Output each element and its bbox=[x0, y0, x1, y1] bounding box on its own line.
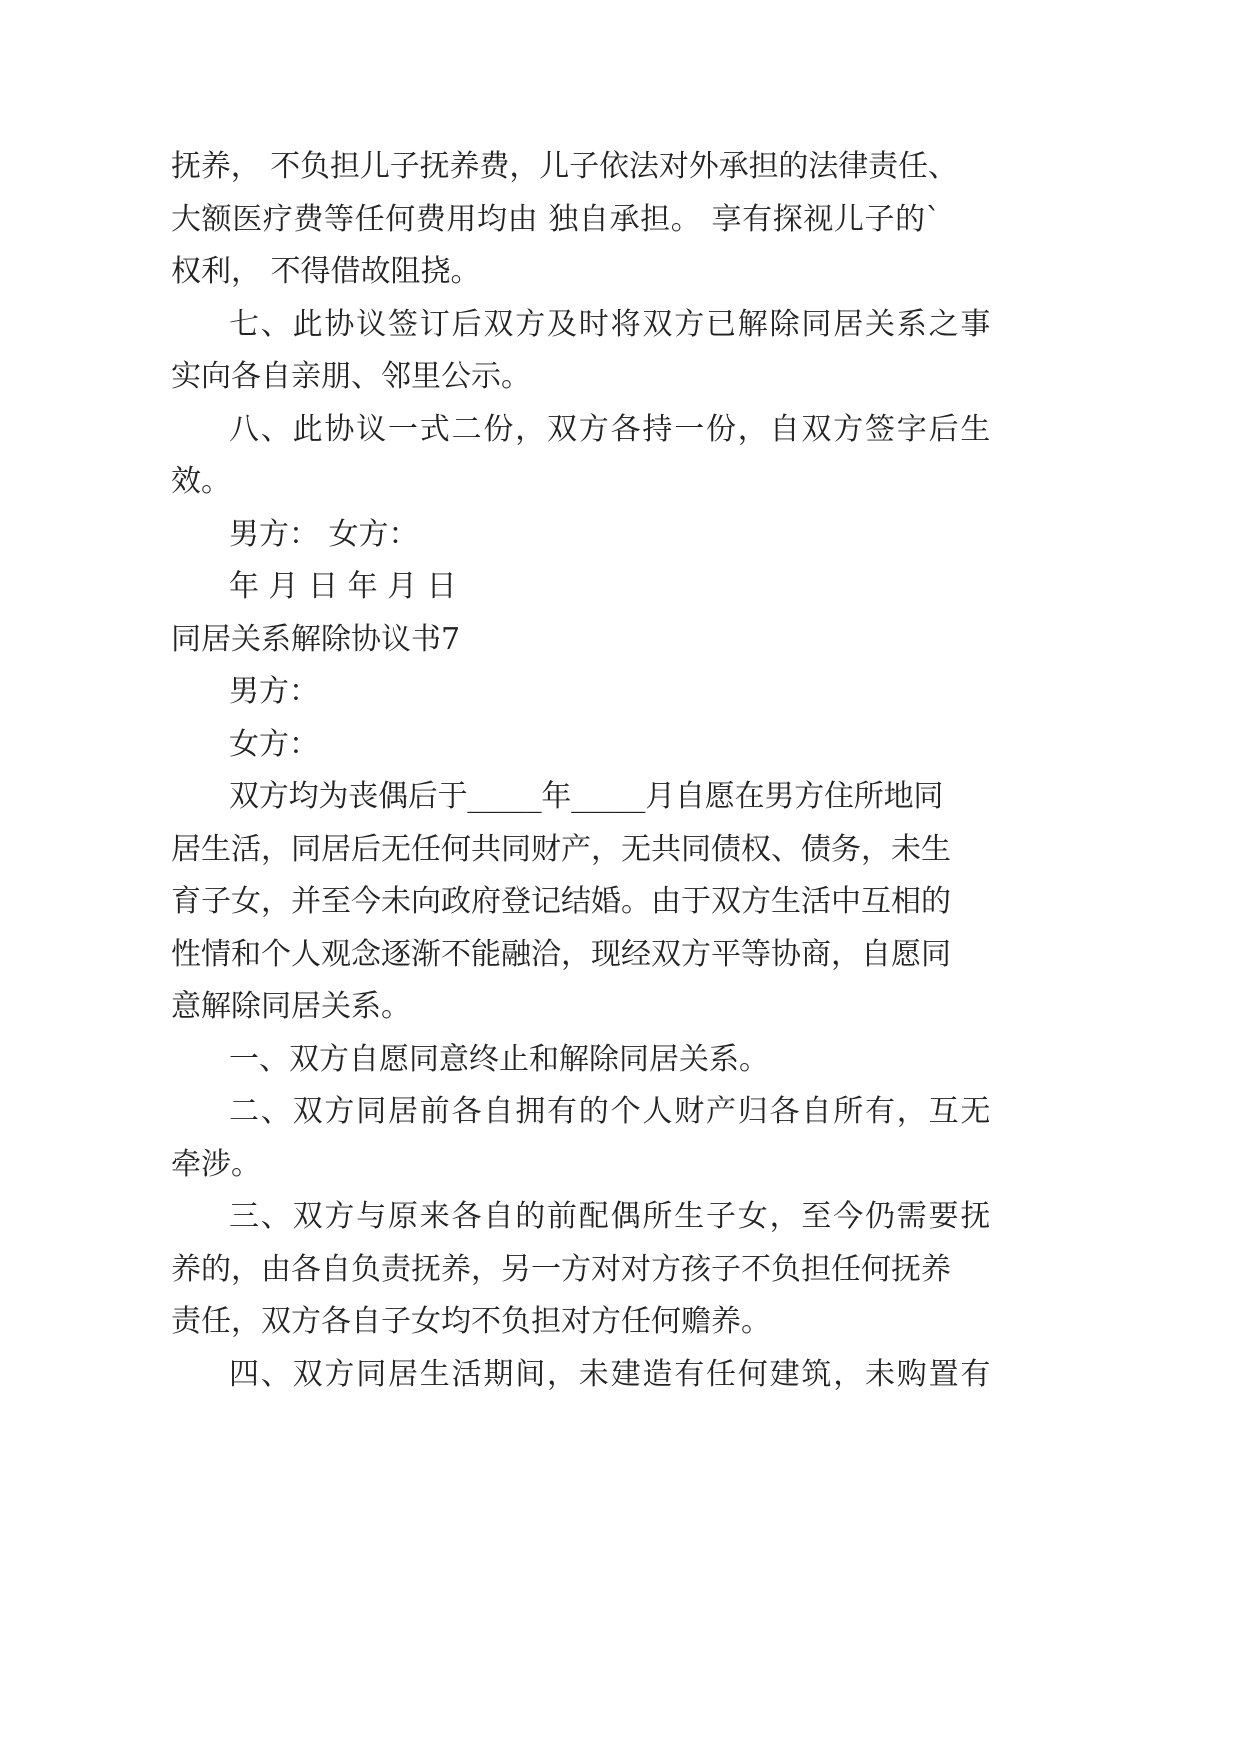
text-line: 三、双方与原来各自的前配偶所生子女，至今仍需要抚 bbox=[229, 1199, 993, 1234]
text-line: 大额医疗费等任何费用均由 独自承担。 享有探视儿子的` bbox=[171, 202, 942, 237]
text-line: 养的，由各自负责抚养，另一方对对方孩子不负担任何抚养 bbox=[171, 1252, 951, 1287]
party-line: 女方： bbox=[229, 727, 319, 762]
text-line: 八、此协议一式二份，双方各持一份，自双方签字后生 bbox=[229, 412, 993, 447]
text-line: 居生活，同居后无任何共同财产，无共同债权、债务，未生 bbox=[171, 832, 951, 867]
text-line: 意解除同居关系。 bbox=[171, 989, 411, 1024]
text-line: 牵涉。 bbox=[171, 1147, 261, 1182]
text-line: 育子女，并至今未向政府登记结婚。由于双方生活中互相的 bbox=[171, 884, 951, 919]
text-line: 性情和个人观念逐渐不能融洽，现经双方平等协商，自愿同 bbox=[171, 937, 951, 972]
date-line: 年 月 日 年 月 日 bbox=[229, 569, 457, 604]
text-line: 实向各自亲朋、邻里公示。 bbox=[171, 359, 531, 394]
text-line: 二、双方同居前各自拥有的个人财产归各自所有，互无 bbox=[229, 1094, 993, 1129]
text-line: 四、双方同居生活期间，未建造有任何建筑，未购置有 bbox=[229, 1357, 993, 1392]
text-line: 抚养， 不负担儿子抚养费，儿子依法对外承担的法律责任、 bbox=[171, 149, 958, 184]
text-line: 权利， 不得借故阻挠。 bbox=[171, 254, 481, 289]
text-line: 双方均为丧偶后于_____年_____月自愿在男方住所地同 bbox=[229, 779, 944, 814]
party-line: 男方： bbox=[229, 674, 319, 709]
text-line: 责任，双方各自子女均不负担对方任何赡养。 bbox=[171, 1304, 771, 1339]
text-line: 七、此协议签订后双方及时将双方已解除同居关系之事 bbox=[229, 307, 993, 342]
signature-line: 男方： 女方： bbox=[229, 517, 419, 552]
text-line: 一、双方自愿同意终止和解除同居关系。 bbox=[229, 1042, 769, 1077]
section-title: 同居关系解除协议书7 bbox=[171, 622, 461, 657]
text-line: 效。 bbox=[171, 464, 231, 499]
